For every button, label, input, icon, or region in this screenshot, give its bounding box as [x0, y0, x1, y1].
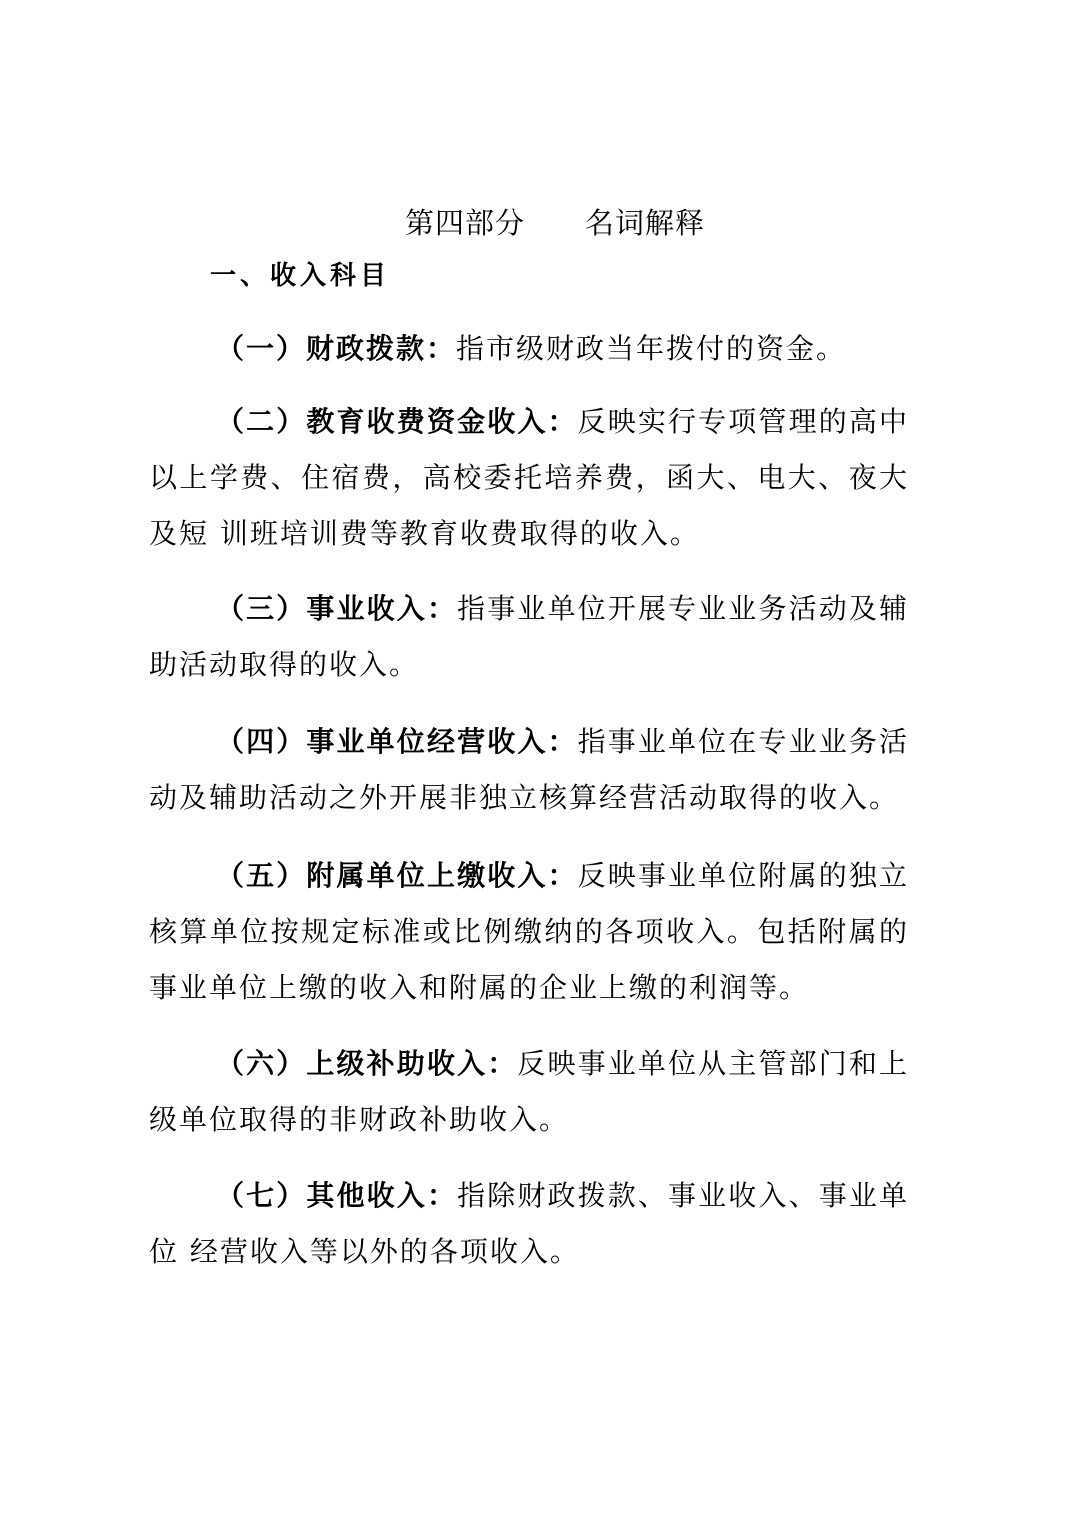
section-heading: 一、收入科目	[210, 261, 391, 291]
definition-paragraph	[149, 714, 909, 826]
definition-paragraph	[149, 581, 909, 693]
definition-text: 指市级财政当年拨付的资金。	[456, 332, 847, 365]
definition-paragraph	[149, 321, 909, 377]
definition-paragraph	[149, 848, 909, 1016]
definition-term: （二）教育收费资金收入：	[216, 405, 578, 438]
definition-text: 反映事业单位附属的独立核算单位按规定标准或比例缴纳的各项收入。包括附属的事业单位上缴的收入和附属的企业上缴的利润等。	[149, 859, 909, 1004]
definition-term: （四）事业单位经营收入：	[216, 725, 578, 758]
definition-term: （一）财政拨款：	[216, 332, 457, 365]
definition-paragraph	[149, 1036, 909, 1148]
definition-paragraph	[149, 394, 909, 562]
definition-text: 指事业单位开展专业业务活动及辅助活动取得的收入。	[149, 592, 909, 681]
definition-term: （六）上级补助收入：	[216, 1047, 518, 1080]
definition-text: 指事业单位在专业业务活动及辅助活动之外开展非独立核算经营活动取得的收入。	[149, 725, 909, 814]
definition-text: 指除财政拨款、事业收入、事业单位 经营收入等以外的各项收入。	[149, 1179, 909, 1268]
definition-term: （三）事业收入：	[216, 592, 458, 625]
definition-text: 反映实行专项管理的高中以上学费、住宿费，高校委托培养费，函大、电大、夜大及短 训班培训费等教育收费取得的收入。	[149, 405, 909, 550]
definition-paragraph	[149, 1168, 909, 1280]
definition-term: （七）其他收入：	[216, 1179, 458, 1212]
definition-text: 反映事业单位从主管部门和上级单位取得的非财政补助收入。	[149, 1047, 909, 1136]
page-title: 第四部分 名词解释	[404, 206, 705, 240]
definition-term: （五）附属单位上缴收入：	[216, 859, 578, 892]
